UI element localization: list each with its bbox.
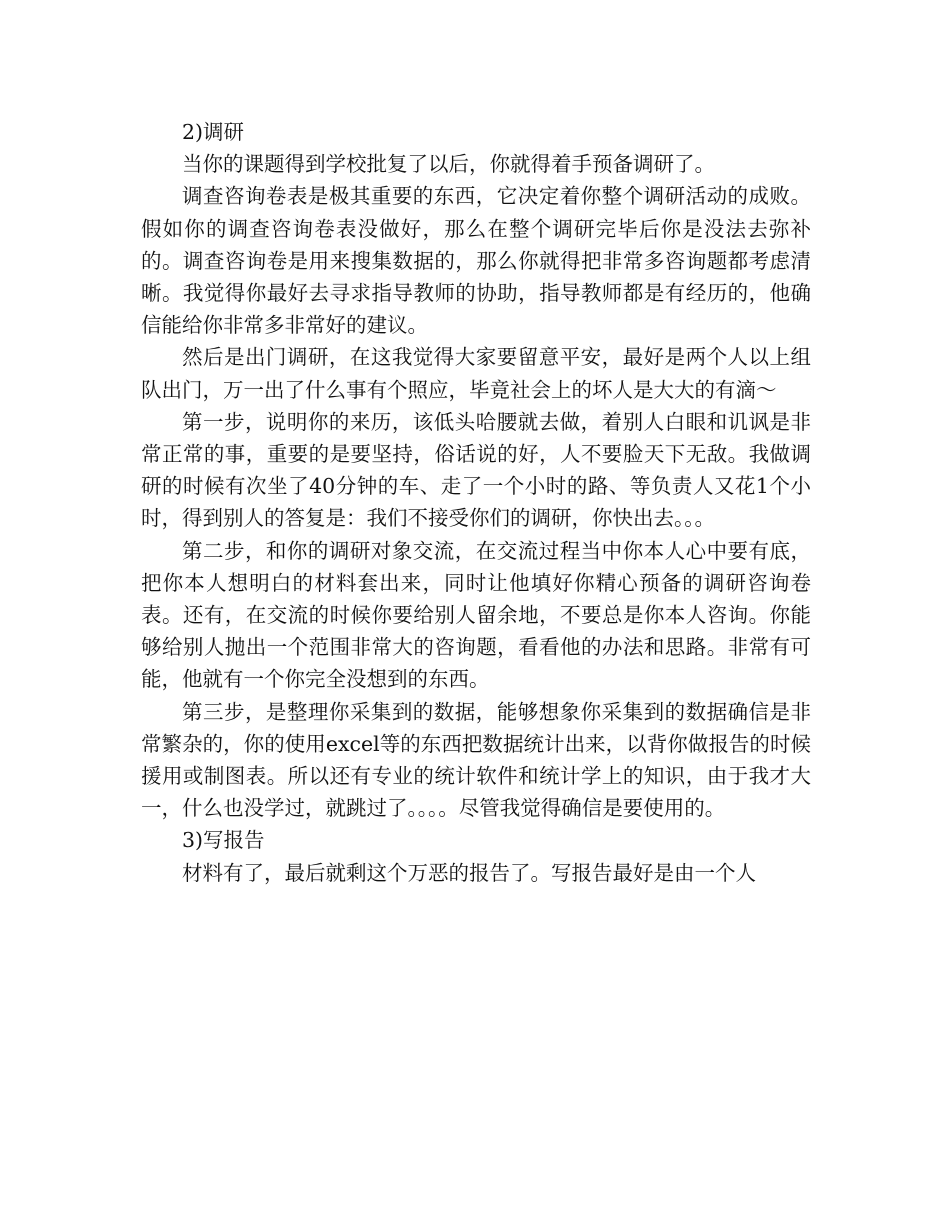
section-heading-research: 2)调研 [182,120,245,144]
paragraph: 材料有了，最后就剩这个万恶的报告了。写报告最好是由一个人 [182,860,756,885]
paragraph: 第一步，说明你的来历，该低头哈腰就去做，着别人白眼和讥讽是非常正常的事，重要的是要坚持，俗话说的好，人不要脸天下无敌。我做调研的时候有次坐了40分钟的车、走了一个小时的路、等负责人又花1个小时，得到别人的答复是：我们不接受你们的调研，你快出去。。。 [141,409,811,531]
paragraph: 第三步，是整理你采集到的数据，能够想象你采集到的数据确信是非常繁杂的，你的使用excel等的东西把数据统计出来，以背你做报告的时候援用或制图表。所以还有专业的统计软件和统计学上的知识，由于我才大一，什么也没学过，就跳过了。。。。尽管我觉得确信是要使用的。 [141,699,811,821]
document-body [141,116,811,889]
paragraph: 第二步，和你的调研对象交流，在交流过程当中你本人心中要有底，把你本人想明白的材料套出来，同时让他填好你精心预备的调研咨询卷表。还有，在交流的时候你要给别人留余地，不要总是你本人咨询。你能够给别人抛出一个范围非常大的咨询题，看看他的办法和思路。非常有可能，他就有一个你完全没想到的东西。 [141,538,811,692]
paragraph: 当你的课题得到学校批复了以后，你就得着手预备调研了。 [182,152,715,177]
paragraph: 调查咨询卷表是极其重要的东西，它决定着你整个调研活动的成败。假如你的调查咨询卷表没做好，那么在整个调研完毕后你是没法去弥补的。调查咨询卷是用来搜集数据的，那么你就得把非常多咨询题都考虑清晰。我觉得你最好去寻求指导教师的协助，指导教师都是有经历的，他确信能给你非常多非常好的建议。 [141,184,811,338]
paragraph: 然后是出门调研，在这我觉得大家要留意平安，最好是两个人以上组队出门，万一出了什么事有个照应，毕竟社会上的坏人是大大的有滴～ [141,345,811,402]
section-heading-report: 3)写报告 [182,828,265,853]
